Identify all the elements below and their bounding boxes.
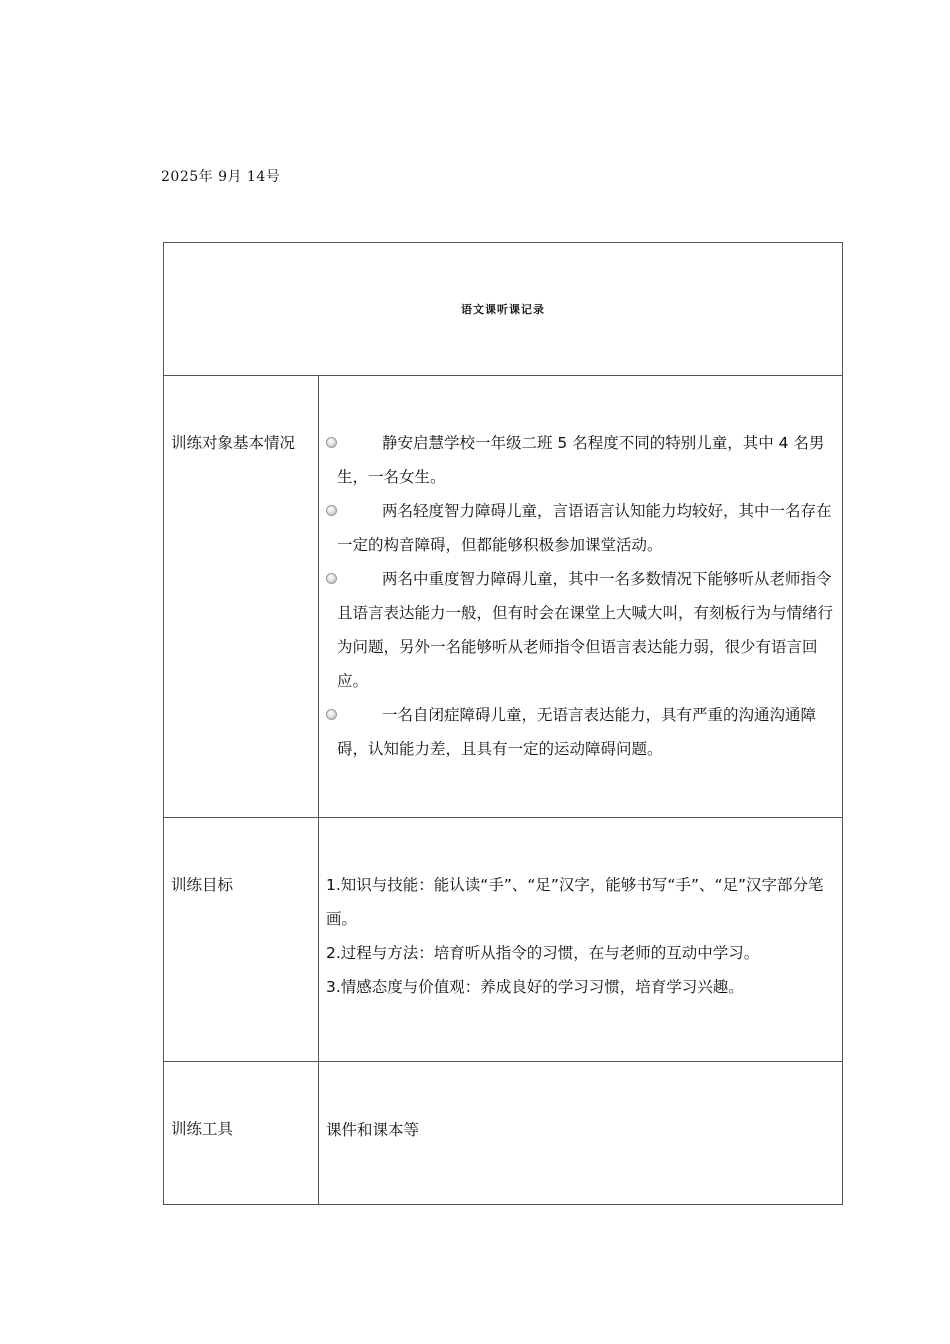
list-item: 两名轻度智力障碍儿童，言语语言认知能力均较好，其中一名存在一定的构音障碍，但都能够积极参加课堂活动。: [326, 494, 836, 562]
bullet-icon: [326, 437, 337, 448]
list-item: 静安启慧学校一年级二班 5 名程度不同的特别儿童，其中 4 名男生，一名女生。: [326, 426, 836, 494]
bullet-icon: [326, 709, 337, 720]
row-content-tools: 课件和课本等: [326, 1121, 420, 1139]
row-label-tools: 训练工具: [164, 1062, 319, 1204]
table-row-basic: [164, 375, 842, 817]
row-content-basic: [319, 376, 842, 817]
bullet-icon: [326, 505, 337, 516]
list-item: 两名中重度智力障碍儿童，其中一名多数情况下能够听从老师指令且语言表达能力一般，但有时会在课堂上大喊大叫，有刻板行为与情绪行为问题，另外一名能够听从老师指令但语言表达能力弱，很少有语言回应。: [326, 562, 836, 698]
table-row-tools: [164, 1061, 842, 1204]
goal-item: 2.过程与方法：培育听从指令的习惯，在与老师的互动中学习。: [326, 944, 760, 962]
row-label-basic: 训练对象基本情况: [164, 376, 319, 817]
goal-item: 1.知识与技能：能认读“手”、“足”汉字，能够书写“手”、“足”汉字部分笔画。: [326, 876, 824, 928]
list-item: 一名自闭症障碍儿童，无语言表达能力，具有严重的沟通沟通障碍，认知能力差，且具有一定的运动障碍问题。: [326, 698, 836, 766]
table-row-goals: [164, 817, 842, 1061]
record-date: 2025年 9月 14号: [161, 169, 281, 185]
record-table: [163, 242, 843, 1205]
row-label-goals: 训练目标: [164, 818, 319, 1061]
table-title: 语文课听课记录: [461, 303, 545, 316]
bullet-icon: [326, 573, 337, 584]
row-content-goals: [319, 818, 842, 1061]
goal-item: 3.情感态度与价值观：养成良好的学习习惯，培育学习兴趣。: [326, 978, 744, 996]
